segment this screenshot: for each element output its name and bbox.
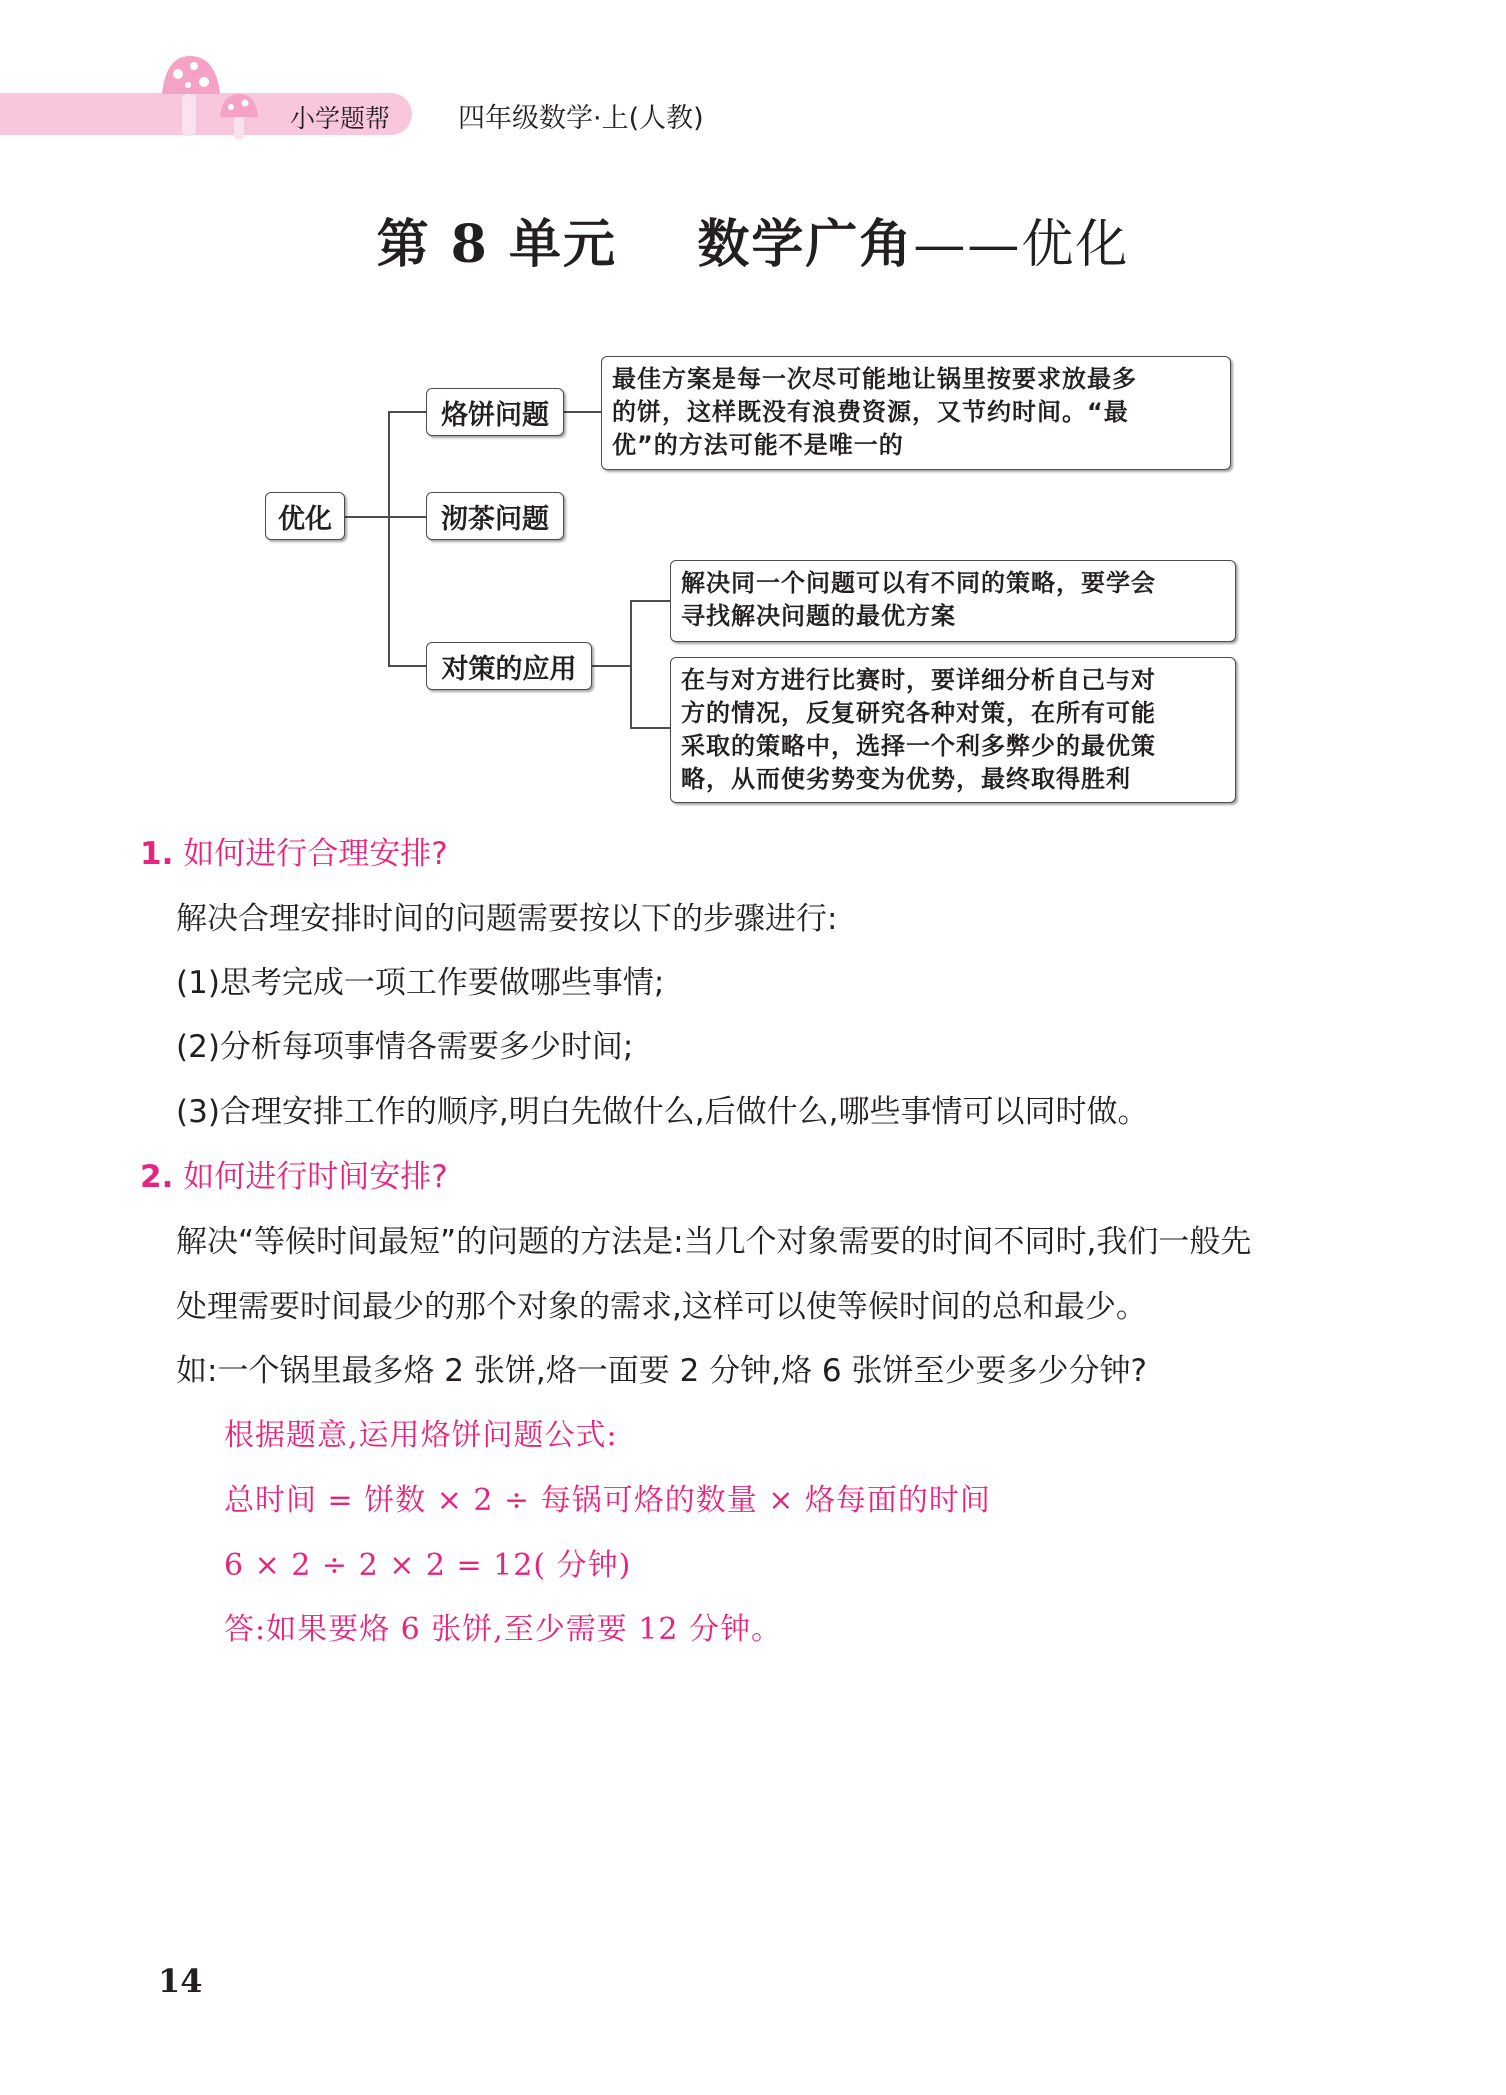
note-line: 最佳方案是每一次尽可能地让锅里按要求放最多 — [612, 365, 1137, 393]
note-strategy-1 — [670, 560, 1236, 642]
section1-step: (2)分析每项事情各需要多少时间; — [176, 1029, 634, 1065]
section2-example: 如:一个锅里最多烙 2 张饼,烙一面要 2 分钟,烙 6 张饼至少要多少分钟? — [176, 1353, 1147, 1389]
book-title: 四年级数学·上(人教) — [458, 103, 704, 134]
note-pancake — [601, 356, 1231, 470]
section1-step: (1)思考完成一项工作要做哪些事情; — [176, 965, 665, 1001]
mindmap-root: 优化 — [265, 492, 345, 540]
title-dash: —— — [913, 215, 1022, 275]
section1-intro: 解决合理安排时间的问题需要按以下的步骤进行: — [176, 901, 838, 937]
note-line: 寻找解决问题的最优方案 — [681, 602, 956, 630]
unit-topic-bold: 数学广角 — [697, 214, 914, 275]
section2-heading — [140, 1151, 448, 1196]
page-number: 14 — [158, 1962, 203, 2000]
branch-tea: 沏茶问题 — [426, 492, 564, 540]
connector-line — [630, 727, 670, 729]
section1-step: (3)合理安排工作的顺序,明白先做什么,后做什么,哪些事情可以同时做。 — [176, 1094, 1149, 1130]
branch-strategy: 对策的应用 — [426, 642, 592, 690]
unit-topic: 优化 — [1021, 215, 1130, 275]
section2-text: 解决“等候时间最短”的问题的方法是:当几个对象需要的时间不同时,我们一般先 — [176, 1224, 1252, 1260]
solution-line: 根据题意,运用烙饼问题公式: — [224, 1418, 618, 1453]
brand-label: 小学题帮 — [290, 104, 391, 133]
branch-pancake: 烙饼问题 — [426, 388, 564, 436]
note-line: 优”的方法可能不是唯一的 — [612, 431, 904, 459]
note-line: 略，从而使劣势变为优势，最终取得胜利 — [681, 765, 1131, 793]
solution-answer: 答:如果要烙 6 张饼,至少需要 12 分钟。 — [224, 1612, 783, 1647]
note-strategy-2 — [670, 657, 1236, 803]
connector-line — [345, 516, 390, 518]
connector-line — [388, 411, 390, 666]
unit-number: 第 8 单元 — [376, 214, 617, 275]
note-line: 方的情况，反复研究各种对策，在所有可能 — [681, 699, 1156, 727]
connector-line — [592, 665, 630, 667]
section1-number: 1. — [140, 836, 174, 872]
connector-line — [564, 411, 601, 413]
connector-line — [388, 411, 426, 413]
note-line: 在与对方进行比赛时，要详细分析自己与对 — [681, 666, 1156, 694]
note-line: 采取的策略中，选择一个利多弊少的最优策 — [681, 732, 1156, 760]
solution-line: 6 × 2 ÷ 2 × 2 = 12( 分钟) — [224, 1548, 632, 1583]
connector-line — [630, 600, 632, 728]
connector-line — [388, 516, 426, 518]
solution-line: 总时间 = 饼数 × 2 ÷ 每锅可烙的数量 × 烙每面的时间 — [224, 1483, 991, 1518]
note-line: 解决同一个问题可以有不同的策略，要学会 — [681, 569, 1156, 597]
section1-question: 如何进行合理安排? — [183, 836, 448, 872]
unit-title — [0, 202, 1506, 277]
mushroom-logo-icon — [160, 52, 270, 147]
connector-line — [630, 600, 670, 602]
section1-heading — [140, 828, 448, 873]
section2-text: 处理需要时间最少的那个对象的需求,这样可以使等候时间的总和最少。 — [176, 1289, 1147, 1325]
note-line: 的饼，这样既没有浪费资源，又节约时间。“最 — [612, 398, 1129, 426]
section2-question: 如何进行时间安排? — [183, 1159, 448, 1195]
section2-number: 2. — [140, 1159, 174, 1195]
connector-line — [388, 665, 426, 667]
